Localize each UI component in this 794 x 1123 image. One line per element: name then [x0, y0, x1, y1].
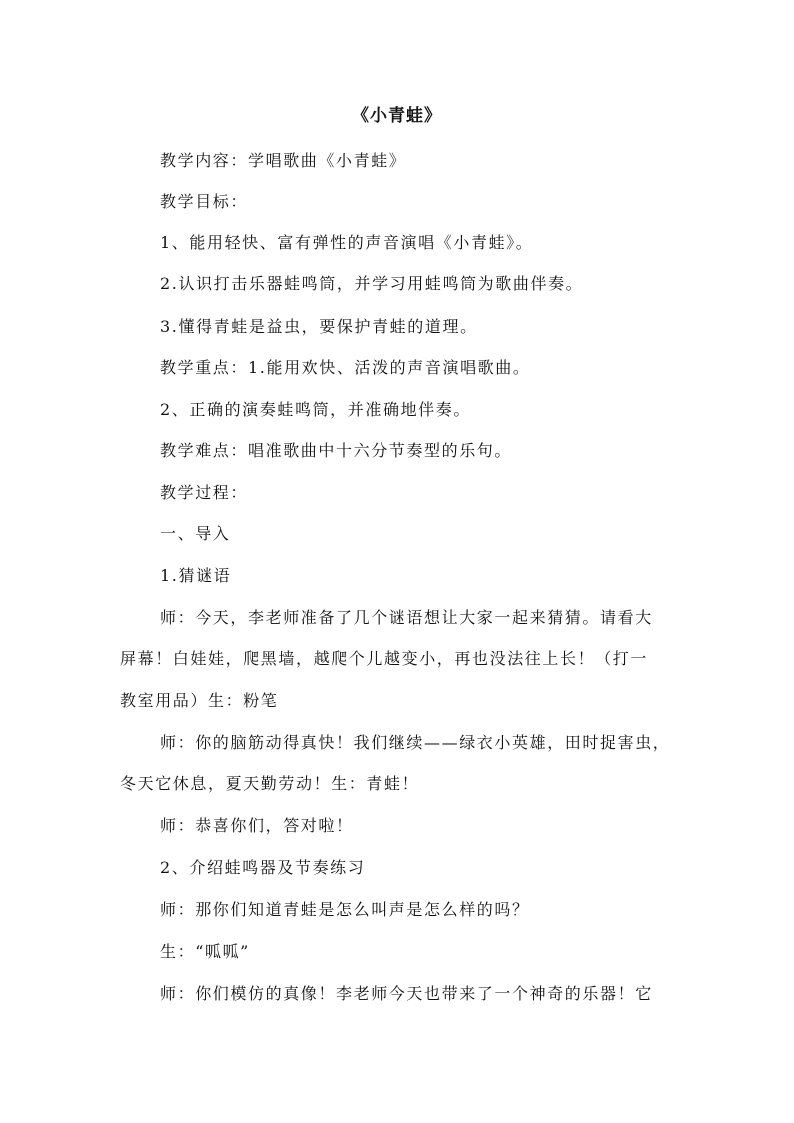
- text-line: 冬天它休息，夏天勤劳动！生：青蛙！: [120, 774, 420, 793]
- text-line: 师：恭喜你们，答对啦！: [160, 816, 354, 835]
- text-line: 师：你们模仿的真像！李老师今天也带来了一个神奇的乐器！它: [160, 984, 653, 1003]
- text-line: 教学重点：1.能用欢快、活泼的声音演唱歌曲。: [160, 358, 531, 377]
- text-line: 教学内容：学唱歌曲《小青蛙》: [160, 151, 407, 170]
- text-line: 教室用品）生：粉笔: [120, 691, 279, 710]
- text-line: 教学过程：: [160, 483, 249, 502]
- text-line: 生：“呱呱”: [160, 942, 250, 961]
- text-line: 2、介绍蛙鸣器及节奏练习: [160, 858, 366, 877]
- text-line: 师：那你们知道青蛙是怎么叫声是怎么样的吗？: [160, 900, 530, 919]
- text-line: 师：今天，李老师准备了几个谜语想让大家一起来猜猜。请看大: [160, 608, 653, 627]
- text-line: 教学目标：: [160, 192, 249, 211]
- text-line: 教学难点：唱准歌曲中十六分节奏型的乐句。: [160, 441, 513, 460]
- text-line: 2、正确的演奏蛙鸣筒，并准确地伴奏。: [160, 400, 471, 419]
- text-line: 一、导入: [160, 524, 231, 543]
- text-line: 屏幕！白娃娃，爬黑墙，越爬个儿越变小，再也没法往上长！（打一: [120, 649, 649, 668]
- text-line: 师：你的脑筋动得真快！我们继续——绿衣小英雄，田时捉害虫，: [160, 733, 671, 752]
- text-line: 1、能用轻快、富有弹性的声音演唱《小青蛙》。: [160, 233, 534, 252]
- text-line: 3.懂得青蛙是益虫，要保护青蛙的道理。: [160, 317, 478, 336]
- text-line: 1.猜谜语: [160, 566, 232, 585]
- text-line: 2.认识打击乐器蛙鸣筒，并学习用蛙鸣筒为歌曲伴奏。: [160, 274, 584, 293]
- document-title: 《小青蛙》: [352, 106, 442, 126]
